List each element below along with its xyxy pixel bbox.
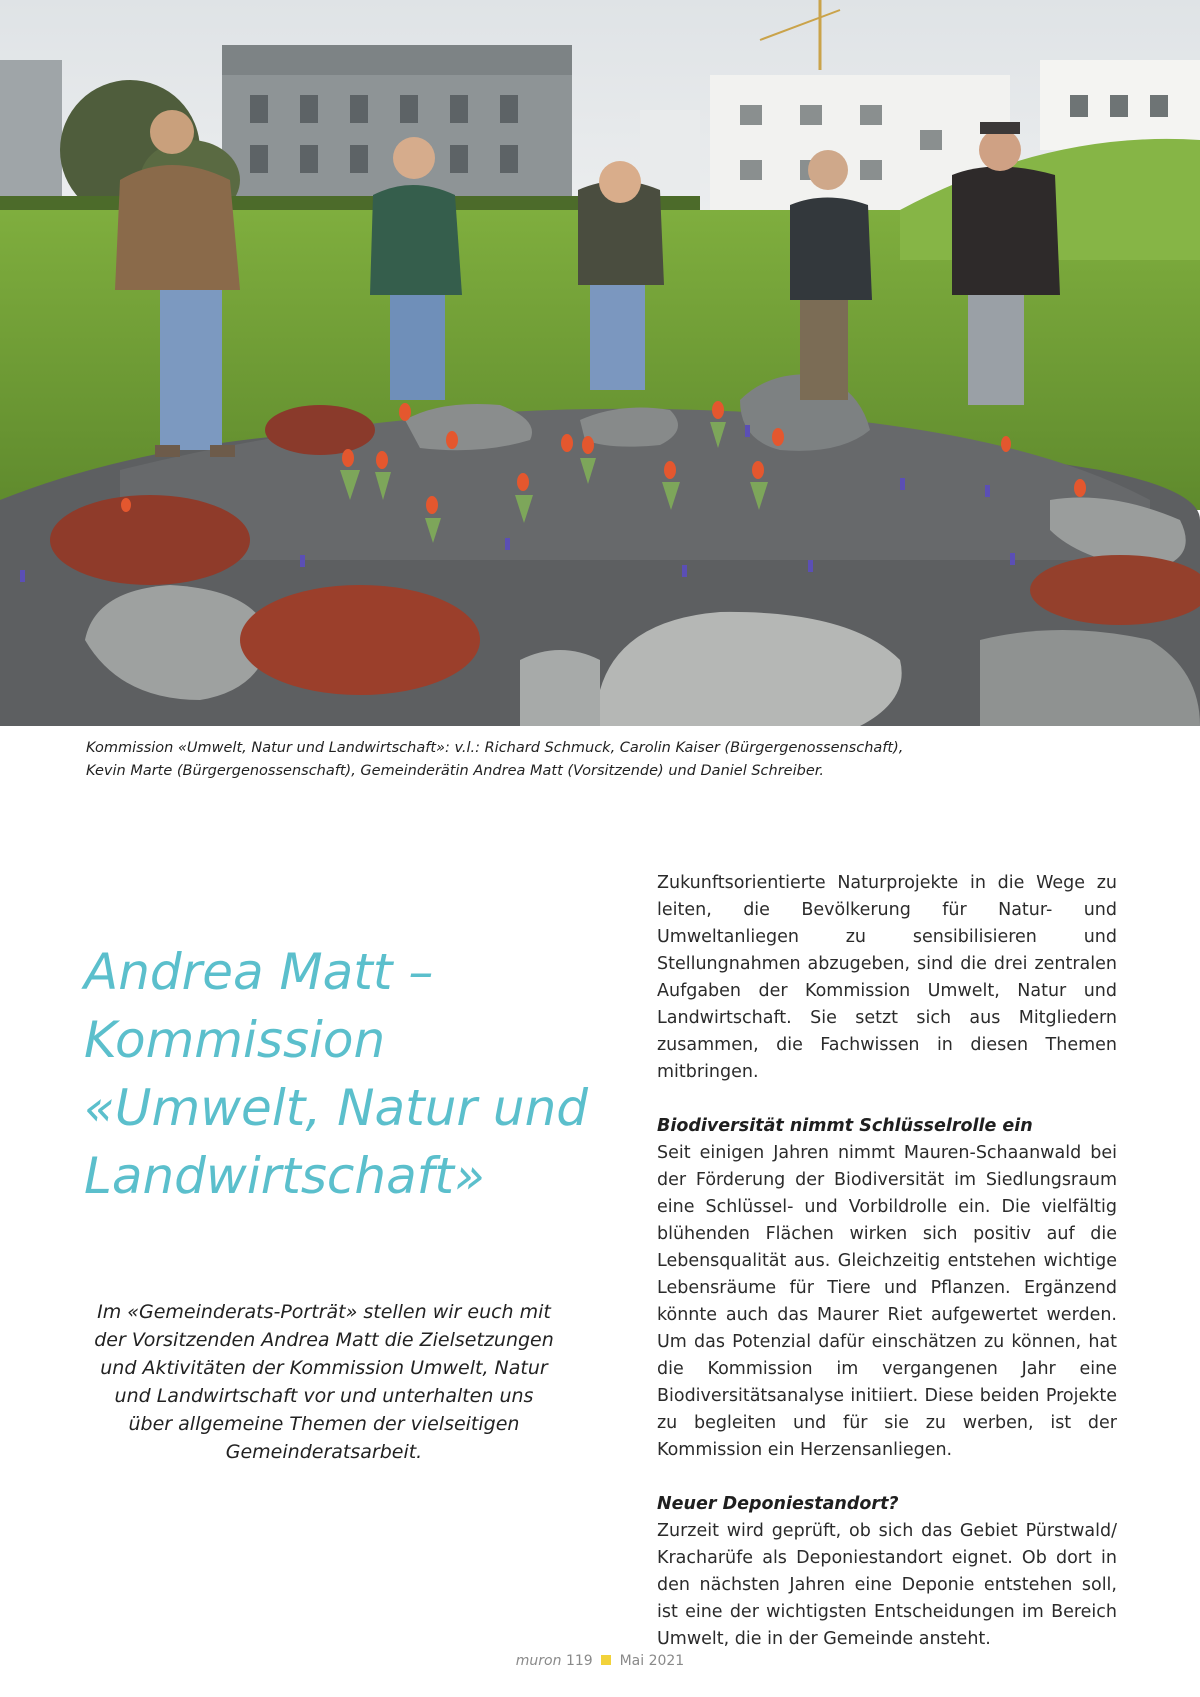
headline-line: Kommission xyxy=(84,1011,386,1069)
caption-line: Kommission «Umwelt, Natur und Landwirtschaft»: v.l.: Richard Schmuck, Carolin Kaiser (Bürgergenossenschaft), xyxy=(86,740,904,756)
lead-line: und Landwirtschaft vor und unterhalten uns xyxy=(114,1385,534,1407)
section-heading: Neuer Deponiestandort? xyxy=(657,1494,899,1514)
issue-number: 119 xyxy=(565,1653,593,1669)
headline-line: «Umwelt, Natur und xyxy=(84,1079,589,1137)
lead-line: und Aktivitäten der Kommission Umwelt, Natur xyxy=(100,1357,548,1379)
accent-square-icon xyxy=(601,1655,611,1665)
section-paragraph: Seit einigen Jahren nimmt Mauren-Schaanwald bei der Förderung der Biodiversität im Siedlungsraum eine Schlüssel- und Vorbildrolle ein. Die vielfältig blühenden Flächen wirken sich positiv auf die Lebensqualität aus. Gleichzeitig entstehen wichtige Lebensräume für Tiere und Pflanzen. Ergänzend könnte auch das Maurer Riet aufgewertet werden. Um das Potenzial dafür einschätzen zu können, hat die Kommission im vergangenen Jahr eine Biodiversitätsanalyse initiiert. Diese beiden Projekte zu begleiten und für sie zu werben, ist der Kommission ein Herzensanliegen. xyxy=(657,1143,1117,1460)
magazine-name: muron xyxy=(515,1653,562,1669)
section-heading: Biodiversität nimmt Schlüsselrolle ein xyxy=(657,1116,1033,1136)
page-footer xyxy=(0,1653,1200,1669)
article-body xyxy=(657,870,1117,1653)
photo-caption xyxy=(86,737,1136,783)
article-headline xyxy=(84,938,644,1210)
lead-line: Im «Gemeinderats-Porträt» stellen wir euch mit xyxy=(97,1301,551,1323)
issue-date: Mai 2021 xyxy=(619,1653,685,1669)
section-paragraph: Zurzeit wird geprüft, ob sich das Gebiet Pürstwald/ Kracharüfe als Deponiestandort eignet. Ob dort in den nächsten Jahren eine Deponie entstehen soll, ist eine der wichtigsten Entscheidungen im Bereich Umwelt, die in der Gemeinde ansteht. xyxy=(657,1521,1117,1649)
lead-line: über allgemeine Themen der vielseitigen xyxy=(128,1413,520,1435)
lead-line: Gemeinderatsarbeit. xyxy=(225,1441,423,1463)
headline-line: Andrea Matt – xyxy=(84,943,434,1001)
headline-line: Landwirtschaft» xyxy=(84,1147,485,1205)
article-lead xyxy=(74,1298,574,1466)
group-photo xyxy=(0,0,1200,726)
lead-line: der Vorsitzenden Andrea Matt die Zielsetzungen xyxy=(94,1329,554,1351)
intro-paragraph: Zukunftsorientierte Naturprojekte in die Wege zu leiten, die Bevölkerung für Natur- und Umweltanliegen zu sensibilisieren und Stellungnahmen abzugeben, sind die drei zentralen Aufgaben der Kommission Umwelt, Natur und Landwirtschaft. Sie setzt sich aus Mitgliedern zusammen, die Fachwissen in diesen Themen mitbringen. xyxy=(657,873,1117,1082)
caption-line: Kevin Marte (Bürgergenossenschaft), Gemeinderätin Andrea Matt (Vorsitzende) und Daniel Schreiber. xyxy=(86,763,824,779)
group-photo-rock-garden-icon xyxy=(0,0,1200,726)
